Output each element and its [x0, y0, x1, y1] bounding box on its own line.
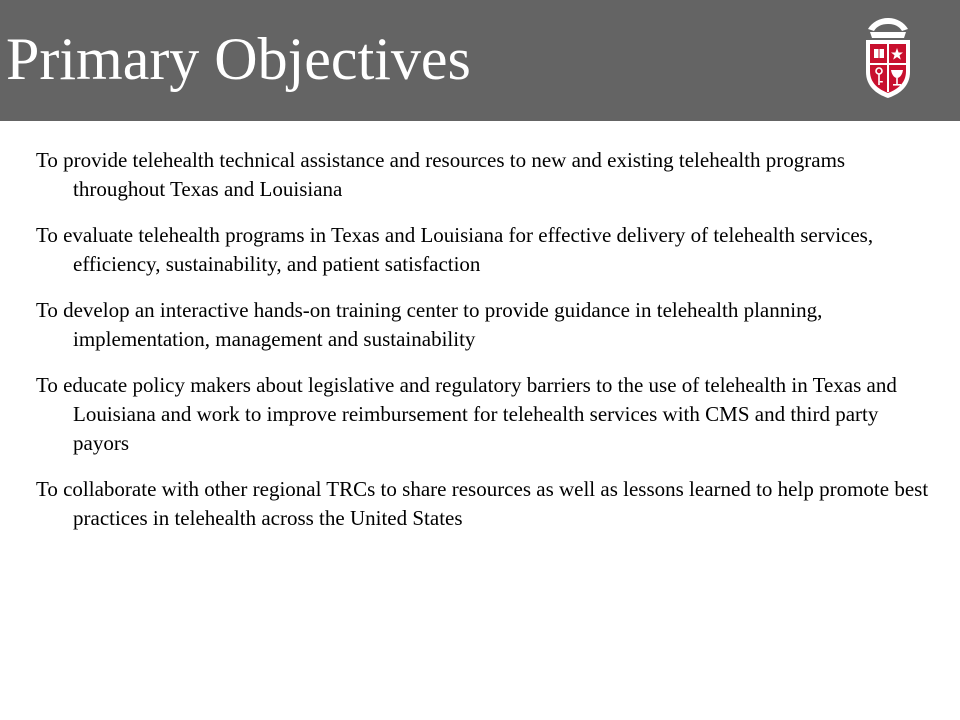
list-item: To collaborate with other regional TRCs to share resources as well as lessons learned to help promote best practices in telehealth across the United States [36, 477, 929, 530]
list-item: To provide telehealth technical assistance and resources to new and existing telehealth programs throughout Texas and Louisiana [36, 148, 846, 201]
objectives-list [36, 146, 936, 550]
title-bar [0, 0, 960, 121]
list-item: To evaluate telehealth programs in Texas and Louisiana for effective delivery of telehealth services, efficiency, sustainability, and patient satisfaction [36, 223, 874, 276]
university-crest-icon [860, 16, 916, 100]
slide-title: Primary Objectives [6, 26, 471, 92]
list-item: To develop an interactive hands-on training center to provide guidance in telehealth planning, implementation, management and sustainability [36, 298, 823, 351]
list-item: To educate policy makers about legislative and regulatory barriers to the use of telehealth in Texas and Louisiana and work to improve reimbursement for telehealth services with CMS and third party payors [36, 373, 897, 455]
